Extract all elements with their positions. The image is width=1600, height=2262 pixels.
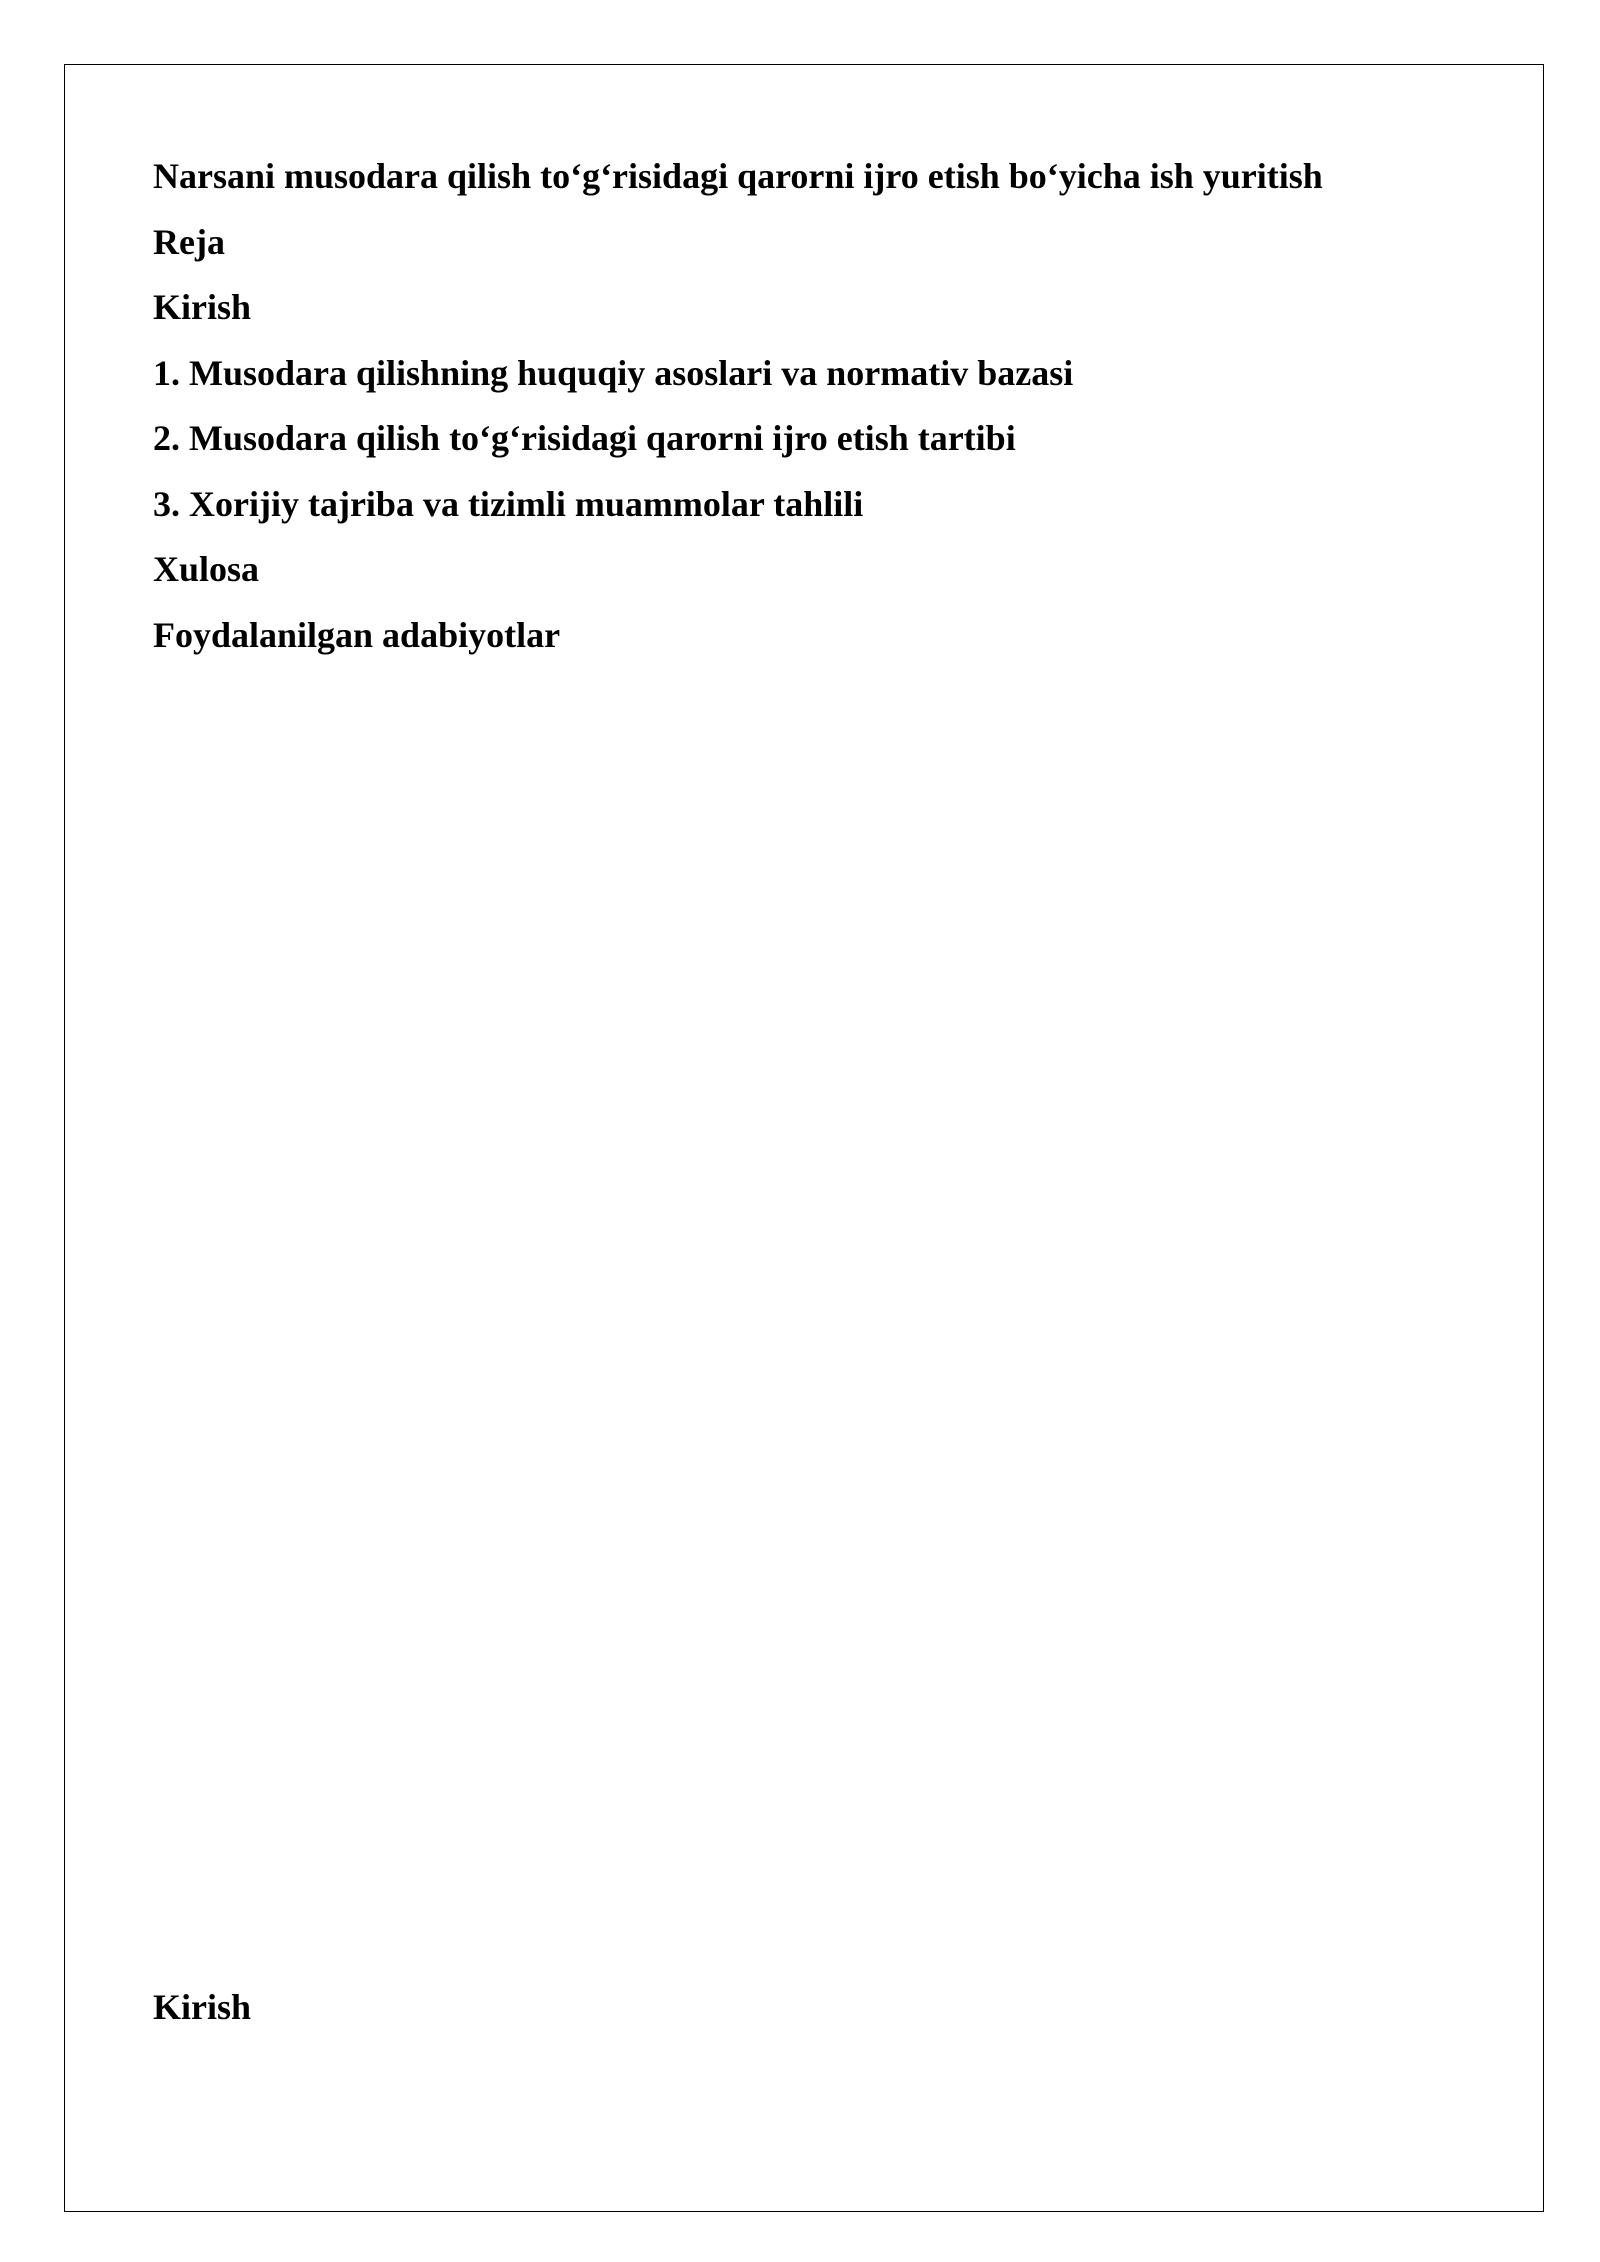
section-heading-introduction: Kirish [153,1987,252,2027]
plan-item-1: 1. Musodara qilishning huquqiy asoslari va normativ bazasi [153,353,1074,393]
plan-item-2: 2. Musodara qilish to‘g‘risidagi qarorni ijro etish tartibi [153,418,1016,458]
plan-item-references: Foydalanilgan adabiyotlar [153,615,561,655]
plan-item-introduction: Kirish [153,287,252,327]
plan-heading: Reja [153,222,225,262]
document-title: Narsani musodara qilish to‘g‘risidagi qarorni ijro etish bo‘yicha ish yuritish [153,156,1323,196]
plan-item-conclusion: Xulosa [153,549,260,589]
plan-item-3: 3. Xorijiy tajriba va tizimli muammolar tahlili [153,484,864,524]
